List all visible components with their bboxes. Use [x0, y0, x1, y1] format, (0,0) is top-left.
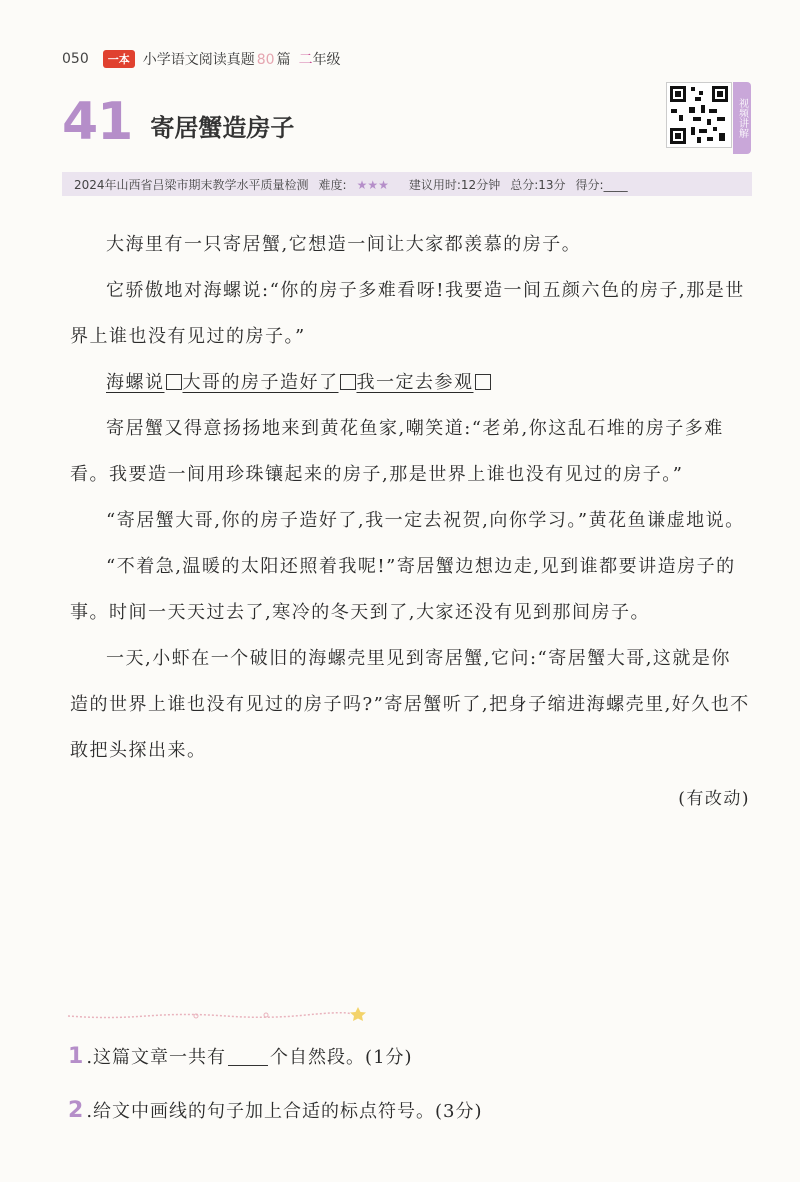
paragraph-1: 大海里有一只寄居蟹,它想造一间让大家都羡慕的房子。: [106, 234, 582, 255]
qr-code-icon[interactable]: [666, 82, 732, 148]
page-header: [62, 48, 341, 70]
lesson-number: 41: [62, 92, 133, 152]
series-title: 小学语文阅读真题 80 篇: [142, 52, 291, 68]
question-number: 2: [68, 1097, 85, 1123]
lesson-title: 寄居蟹造房子: [150, 113, 295, 142]
question-1: 1 .这篇文章一共有 个自然段。(1分): [68, 1043, 413, 1069]
qr-video-tab[interactable]: 视频讲解: [733, 82, 751, 154]
star-icon: ★★★: [356, 177, 389, 192]
paragraph-2: 它骄傲地对海螺说:“你的房子多难看呀!我要造一间五颜六色的房子,那是世界上谁也没有见过的房子。”: [70, 280, 745, 347]
brand-badge: 一本: [103, 50, 135, 68]
page-number: 050: [62, 51, 89, 67]
decorative-divider: [66, 1006, 366, 1022]
paragraph-5: “寄居蟹大哥,你的房子造好了,我一定去祝贺,向你学习。”黄花鱼谦虚地说。: [106, 510, 745, 531]
total-score: 总分:13分: [510, 177, 566, 192]
source-exam: 2024年山西省吕梁市期末教学水平质量检测: [74, 177, 309, 192]
lesson-title-row: [62, 92, 294, 152]
paragraph-3-underlined: 海螺说 大哥的房子造好了 我一定去参观: [70, 360, 750, 406]
difficulty: 难度: ★★★: [318, 177, 389, 192]
source-note: (有改动): [678, 789, 750, 809]
paragraph-7: 一天,小虾在一个破旧的海螺壳里见到寄居蟹,它问:“寄居蟹大哥,这就是你造的世界上谁也没有见过的房子吗?”寄居蟹听了,把身子缩进海螺壳里,好久也不敢把头探出来。: [70, 648, 750, 761]
info-bar: [62, 172, 752, 196]
paragraph-6: “不着急,温暖的太阳还照着我呢!”寄居蟹边想边走,见到谁都要讲造房子的事。时间一天天过去了,寒冷的冬天到了,大家还没有见到那间房子。: [70, 556, 736, 623]
score-obtained: 得分:____: [575, 177, 628, 192]
punctuation-box[interactable]: [166, 374, 182, 390]
article-body: [70, 222, 750, 839]
star-icon: [350, 1007, 366, 1021]
question-number: 1: [68, 1043, 85, 1069]
punctuation-box[interactable]: [475, 374, 491, 390]
question-2: 2 .给文中画线的句子加上合适的标点符号。(3分): [68, 1097, 483, 1123]
paragraph-4: 寄居蟹又得意扬扬地来到黄花鱼家,嘲笑道:“老弟,你这乱石堆的房子多难看。我要造一间用珍珠镶起来的房子,那是世界上谁也没有见过的房子。”: [70, 418, 724, 485]
questions: [68, 1040, 748, 1148]
suggested-time: 建议用时:12分钟: [408, 177, 501, 192]
answer-blank[interactable]: [228, 1047, 268, 1066]
grade-label: 二年级: [298, 52, 341, 68]
punctuation-box[interactable]: [340, 374, 356, 390]
